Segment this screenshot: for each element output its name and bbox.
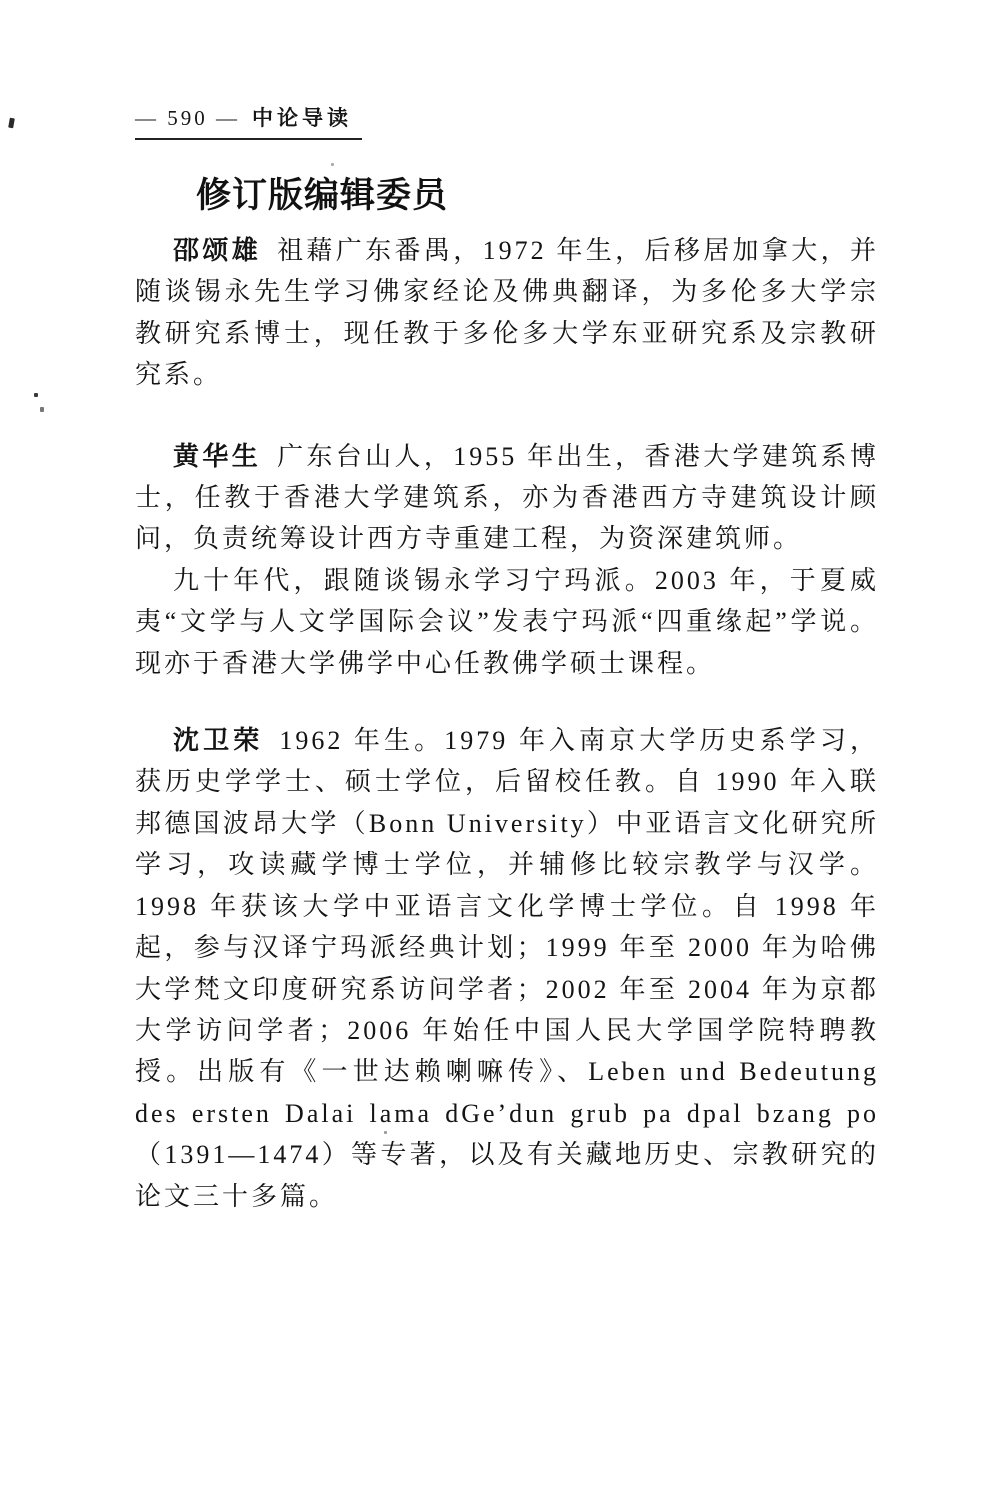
bio-text: 广东台山人，1955 年出生，香港大学建筑系博士，任教于香港大学建筑系，亦为香港西方寺建筑设计顾问，负责统筹设计西方寺重建工程，为资深建筑师。 xyxy=(135,441,879,554)
body-text-block xyxy=(135,230,879,1217)
running-header-rule xyxy=(135,104,362,140)
running-header xyxy=(135,104,362,140)
person-name: 黄华生 xyxy=(173,440,262,471)
bio-text: 祖藉广东番禺，1972 年生，后移居加拿大，并随谈锡永先生学习佛家经论及佛典翻译，为多伦多大学宗教研究系博士，现任教于多伦多大学东亚研究系及宗教研究系。 xyxy=(135,236,879,390)
book-title: 中论导读 xyxy=(252,107,352,130)
scan-speck xyxy=(8,118,15,129)
bio-paragraph xyxy=(135,436,879,560)
bio-paragraph xyxy=(135,230,879,396)
bio-text: 九十年代，跟随谈锡永学习宁玛派。2003 年，于夏威夷“文学与人文学国际会议”发表宁玛派“四重缘起”学说。现亦于香港大学佛学中心任教佛学硕士课程。 xyxy=(135,565,879,678)
scan-speck xyxy=(34,393,38,397)
scan-speck xyxy=(331,163,334,166)
bio-text: 1962 年生。1979 年入南京大学历史系学习，获历史学学士、硕士学位，后留校任教。自 1990 年入联邦德国波昂大学（Bonn University）中亚语言文化研究所学习，攻读藏学博士学位，并辅修比较宗教学与汉学。1998 年获该大学中亚语言文化学博士学位。自 1998 年起，参与汉译宁玛派经典计划；1999 年至 2000 年为哈佛大学梵文印度研究系访问学者；2002 年至 2004 年为京都大学访问学者；2006 年始任中国人民大学国学院特聘教授。出版有《一世达赖喇嘛传》、Leben und Bedeutung des ersten Dalai lama dGe’dun grub pa dpal bzang po（1391—1474）等专著，以及有关藏地历史、宗教研究的论文三十多篇。 xyxy=(135,726,879,1211)
scan-speck xyxy=(40,407,44,412)
page-title: 修订版编辑委员 xyxy=(196,176,449,215)
bio-section-huang-huasheng xyxy=(135,436,879,684)
bio-paragraph xyxy=(135,560,879,684)
page-number: — 590 — xyxy=(135,106,240,130)
bio-paragraph xyxy=(135,720,879,1217)
person-name: 邵颂雄 xyxy=(173,235,262,265)
bio-section-shao-songxiong xyxy=(135,230,879,396)
bio-section-shen-weirong xyxy=(135,720,879,1217)
person-name: 沈卫荣 xyxy=(173,725,264,756)
